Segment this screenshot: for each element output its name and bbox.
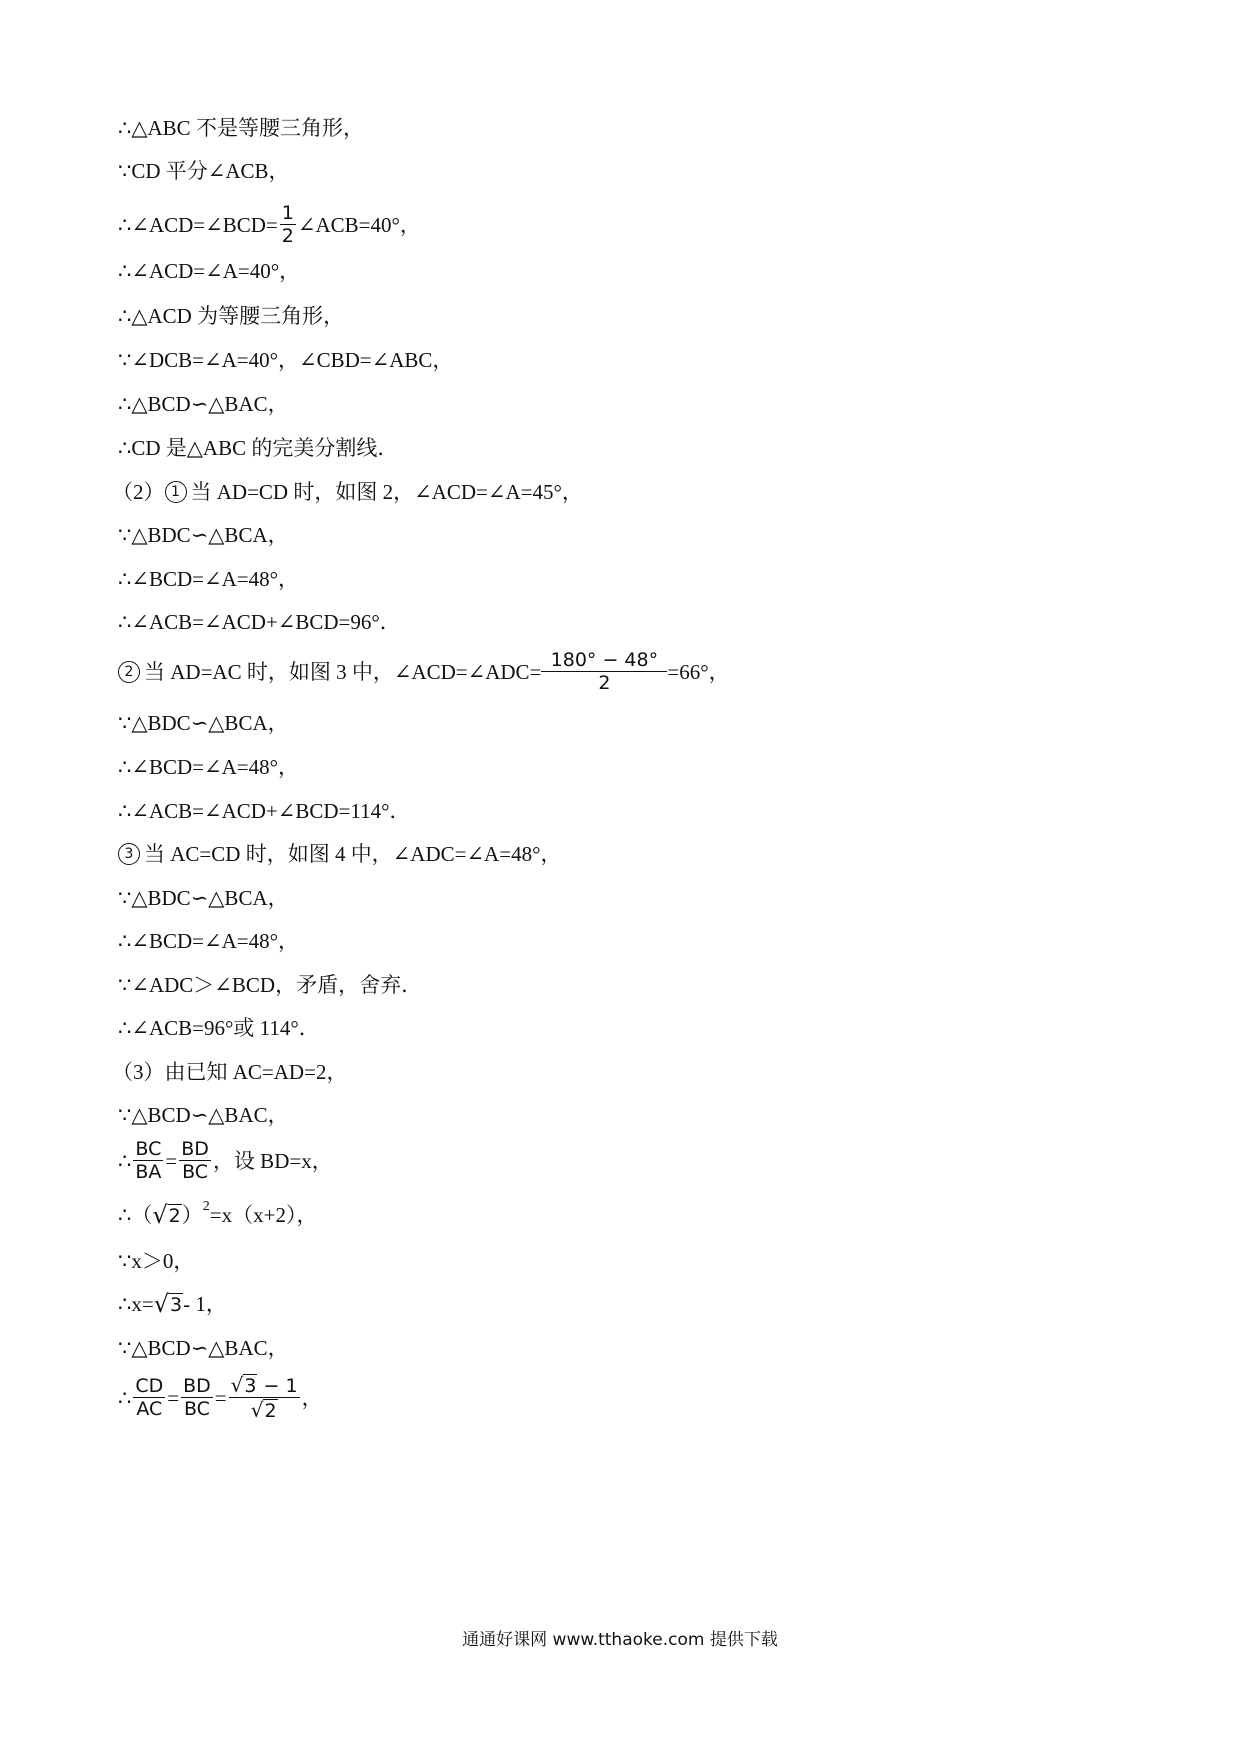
text-line <box>118 753 299 781</box>
circled-number: 1 <box>165 481 187 503</box>
circled-number: 2 <box>118 661 140 683</box>
numerator: 1 <box>281 202 294 224</box>
text-line <box>118 302 344 330</box>
text: ∵∠ADC＞∠BCD，矛盾，舍弃． <box>118 973 423 997</box>
numerator <box>229 1373 300 1398</box>
text: ∵△BDC∽△BCA， <box>118 711 289 735</box>
denominator: AC <box>136 1398 163 1420</box>
text-line <box>118 202 421 247</box>
text: ∴△ABC 不是等腰三角形， <box>118 116 364 140</box>
radical-sign: √ <box>250 1398 264 1422</box>
equals: = <box>167 1385 180 1410</box>
numerator: CD <box>135 1375 164 1397</box>
text-line <box>118 971 422 999</box>
numerator: BD <box>181 1138 209 1160</box>
text: - 1， <box>183 1292 227 1316</box>
text: ∴（ <box>118 1203 153 1227</box>
text-line <box>118 1373 323 1422</box>
text: =66°， <box>667 659 730 684</box>
text: ∴∠ACB=96°或 114°． <box>118 1016 320 1040</box>
text-line <box>118 608 401 636</box>
text: ∴∠ACB=∠ACD+∠BCD=96°． <box>118 610 401 634</box>
circled-number: 3 <box>118 843 140 865</box>
radicand: 3 <box>170 1294 183 1316</box>
text: ∴ <box>118 1148 132 1173</box>
square-root <box>251 1398 278 1422</box>
text: （2） <box>112 480 165 504</box>
text-line <box>118 521 289 549</box>
text: ∴∠ACB=∠ACD+∠BCD=114°． <box>118 799 411 823</box>
fraction <box>541 649 667 694</box>
denominator: 2 <box>598 672 611 694</box>
text-line <box>118 390 289 418</box>
equals: = <box>214 1385 227 1410</box>
numerator: BC <box>135 1138 162 1160</box>
text: ，设 BD=x， <box>212 1148 333 1173</box>
fraction <box>280 202 296 247</box>
fraction <box>133 1375 165 1420</box>
text-line <box>118 1247 194 1275</box>
text: ∴△ACD 为等腰三角形， <box>118 304 345 328</box>
radical-sign: √ <box>153 1290 170 1318</box>
text: ∴∠BCD=∠A=48°， <box>118 567 299 591</box>
text: ∴ <box>118 1385 132 1410</box>
fraction <box>133 1138 163 1183</box>
numerator: 180° − 48° <box>541 649 667 672</box>
radical-sign: √ <box>230 1373 244 1397</box>
text-line <box>118 797 411 825</box>
text: 当 AD=AC 时，如图 3 中，∠ACD=∠ADC= <box>144 659 542 684</box>
denominator: 2 <box>281 225 294 247</box>
text-line <box>118 1290 227 1318</box>
text: 当 AC=CD 时，如图 4 中，∠ADC=∠A=48°， <box>144 842 562 866</box>
text-line <box>118 709 289 737</box>
text: 当 AD=CD 时，如图 2，∠ACD=∠A=45°， <box>190 480 583 504</box>
text-line <box>118 1201 317 1229</box>
square-root <box>231 1373 258 1397</box>
text-line <box>112 478 583 506</box>
denominator: BC <box>182 1161 209 1183</box>
exponent: 2 <box>202 1199 210 1214</box>
text: − 1 <box>257 1375 298 1397</box>
text-line <box>118 840 561 868</box>
radicand: 3 <box>244 1375 257 1397</box>
text: ∴∠BCD=∠A=48°， <box>118 929 299 953</box>
text: ∴△BCD∽△BAC， <box>118 392 289 416</box>
fraction <box>229 1373 300 1422</box>
footer-watermark: 通通好课网 www.tthaoke.com 提供下载 <box>462 1630 778 1650</box>
text: ∴∠ACD=∠BCD= <box>118 212 278 237</box>
text: ∵∠DCB=∠A=40°，∠CBD=∠ABC， <box>118 348 454 372</box>
text-line <box>118 1138 333 1183</box>
numerator: BD <box>183 1375 211 1397</box>
text: ∴∠BCD=∠A=48°， <box>118 755 299 779</box>
text: ∠ACB=40°， <box>297 212 421 237</box>
text: ∵△BCD∽△BAC， <box>118 1103 289 1127</box>
text-line <box>112 1058 347 1086</box>
text: =x（x+2）， <box>209 1203 318 1227</box>
text-line <box>118 649 730 694</box>
text: ∴x= <box>118 1292 154 1316</box>
radicand: 2 <box>168 1205 181 1227</box>
fraction <box>181 1375 213 1420</box>
text-line <box>118 434 398 462</box>
radical-sign: √ <box>152 1201 168 1229</box>
text: ∴∠ACD=∠A=40°， <box>118 259 301 283</box>
text-line <box>118 157 290 185</box>
text: ∵CD 平分∠ACB， <box>118 159 290 183</box>
text-line <box>118 1101 289 1129</box>
text: ∵x＞0， <box>118 1249 195 1273</box>
text: ） <box>181 1203 203 1227</box>
text-line <box>118 884 289 912</box>
radicand: 2 <box>264 1400 277 1422</box>
denominator <box>249 1398 280 1422</box>
text: ∴CD 是△ABC 的完美分割线． <box>118 436 399 460</box>
text-line <box>118 1014 320 1042</box>
square-root <box>154 1292 183 1316</box>
text-line <box>118 346 453 374</box>
text-line <box>118 257 300 285</box>
equals: = <box>165 1148 178 1173</box>
square-root <box>152 1203 181 1227</box>
text-line <box>118 114 364 142</box>
denominator: BC <box>183 1398 210 1420</box>
text: ∵△BDC∽△BCA， <box>118 523 289 547</box>
fraction <box>179 1138 211 1183</box>
text: （3）由已知 AC=AD=2， <box>112 1060 348 1084</box>
text-line <box>118 1334 289 1362</box>
text: ∵△BDC∽△BCA， <box>118 886 289 910</box>
text: ， <box>301 1385 323 1410</box>
denominator: BA <box>135 1161 162 1183</box>
text-line <box>118 927 299 955</box>
text: ∵△BCD∽△BAC， <box>118 1336 289 1360</box>
text-line <box>118 565 299 593</box>
